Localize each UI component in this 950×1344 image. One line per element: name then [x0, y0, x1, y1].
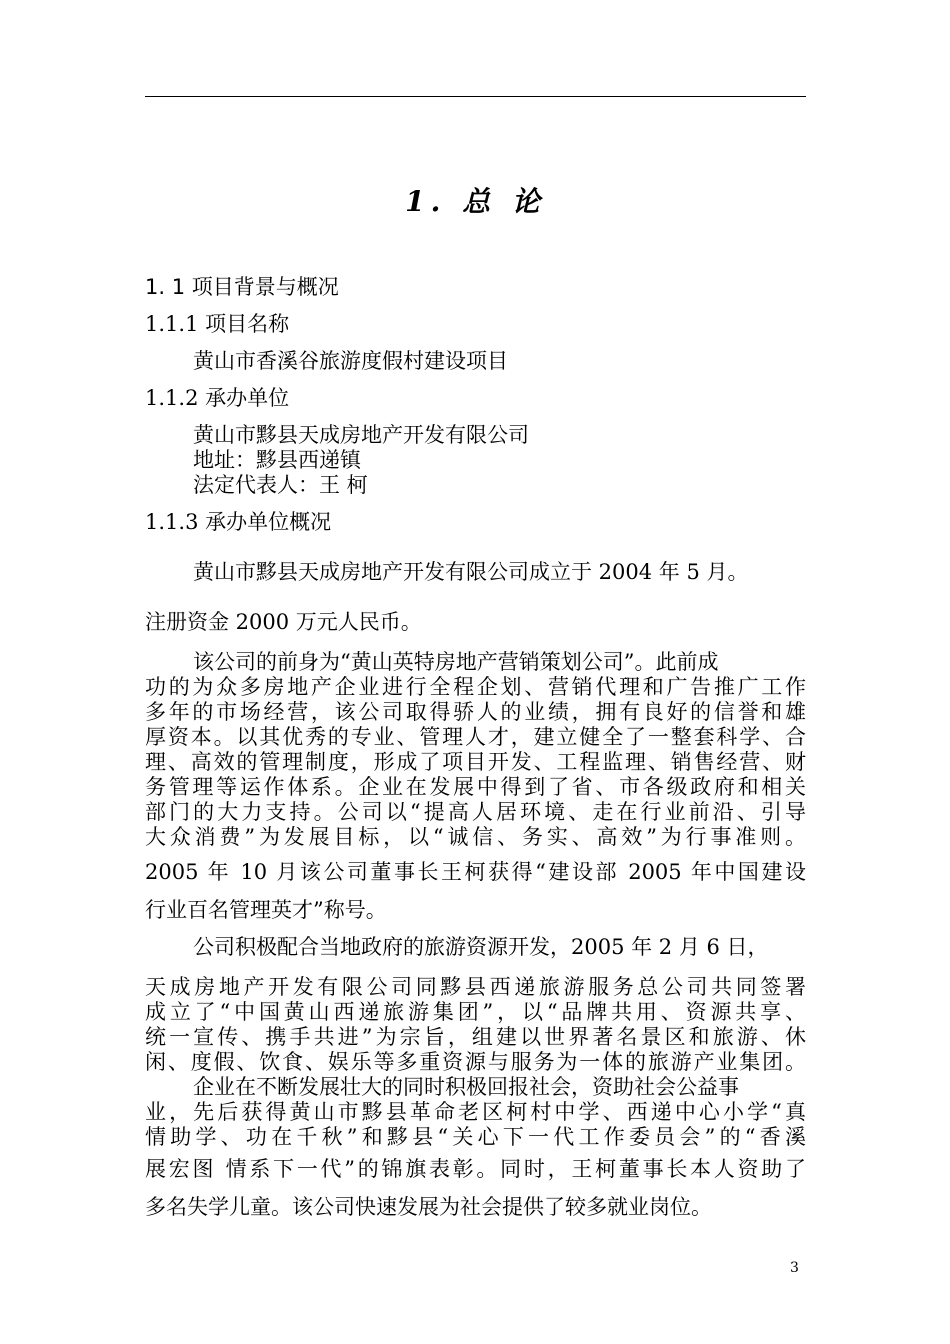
subsection-heading-1-1-3: 1.1.3 承办单位概况	[145, 510, 332, 534]
subsection-heading-1-1-2: 1.1.2 承办单位	[145, 386, 290, 410]
page-number: 3	[790, 1260, 799, 1276]
subsection-heading-1-1-1: 1.1.1 项目名称	[145, 312, 290, 336]
body-line: 闲、度假、饮食、娱乐等多重资源与服务为一体的旅游产业集团。	[145, 1050, 806, 1074]
body-line: 行业百名管理英才”称号。	[145, 898, 387, 922]
body-line: 大众消费”为发展目标，以“诚信、务实、高效”为行事准则。	[145, 825, 806, 849]
body-line: 2005 年 10 月该公司董事长王柯获得“建设部 2005 年中国建设	[145, 860, 806, 884]
body-line: 业，先后获得黄山市黟县革命老区柯村中学、西递中心小学“真	[145, 1100, 806, 1124]
body-line: 多名失学儿童。该公司快速发展为社会提供了较多就业岗位。	[145, 1195, 712, 1219]
body-line: 该公司的前身为“黄山英特房地产营销策划公司”。此前成	[193, 650, 719, 674]
legal-representative: 法定代表人：王 柯	[193, 473, 368, 497]
body-line: 统一宣传、携手共进”为宗旨，组建以世界著名景区和旅游、休	[145, 1025, 806, 1049]
body-line: 部门的大力支持。公司以“提高人居环境、走在行业前沿、引导	[145, 800, 806, 824]
company-name: 黄山市黟县天成房地产开发有限公司	[193, 423, 529, 447]
body-line: 厚资本。以其优秀的专业、管理人才，建立健全了一整套科学、合	[145, 725, 806, 749]
body-line: 天成房地产开发有限公司同黟县西递旅游服务总公司共同签署	[145, 975, 806, 999]
body-line: 务管理等运作体系。企业在发展中得到了省、市各级政府和相关	[145, 775, 806, 799]
chapter-title: 1. 总 论	[405, 185, 546, 218]
body-line: 黄山市黟县天成房地产开发有限公司成立于 2004 年 5 月。	[193, 560, 749, 584]
body-line: 成立了“中国黄山西递旅游集团”，以“品牌共用、资源共享、	[145, 1000, 806, 1024]
body-line: 展宏图 情系下一代”的锦旗表彰。同时，王柯董事长本人资助了	[145, 1157, 806, 1181]
body-line: 企业在不断发展壮大的同时积极回报社会，资助社会公益事	[193, 1075, 739, 1099]
project-name: 黄山市香溪谷旅游度假村建设项目	[193, 349, 508, 373]
company-address: 地址：黟县西递镇	[193, 448, 361, 472]
body-line: 多年的市场经营，该公司取得骄人的业绩，拥有良好的信誉和雄	[145, 700, 806, 724]
body-line: 公司积极配合当地政府的旅游资源开发，2005 年 2 月 6 日，	[193, 935, 769, 959]
header-rule	[145, 96, 806, 97]
section-heading-1-1: 1. 1 项目背景与概况	[145, 275, 339, 299]
body-line: 情助学、功在千秋”和黟县“关心下一代工作委员会”的“香溪	[145, 1125, 806, 1149]
body-line: 功的为众多房地产企业进行全程企划、营销代理和广告推广工作	[145, 675, 806, 699]
body-line: 注册资金 2000 万元人民币。	[145, 610, 422, 634]
body-line: 理、高效的管理制度，形成了项目开发、工程监理、销售经营、财	[145, 750, 806, 774]
